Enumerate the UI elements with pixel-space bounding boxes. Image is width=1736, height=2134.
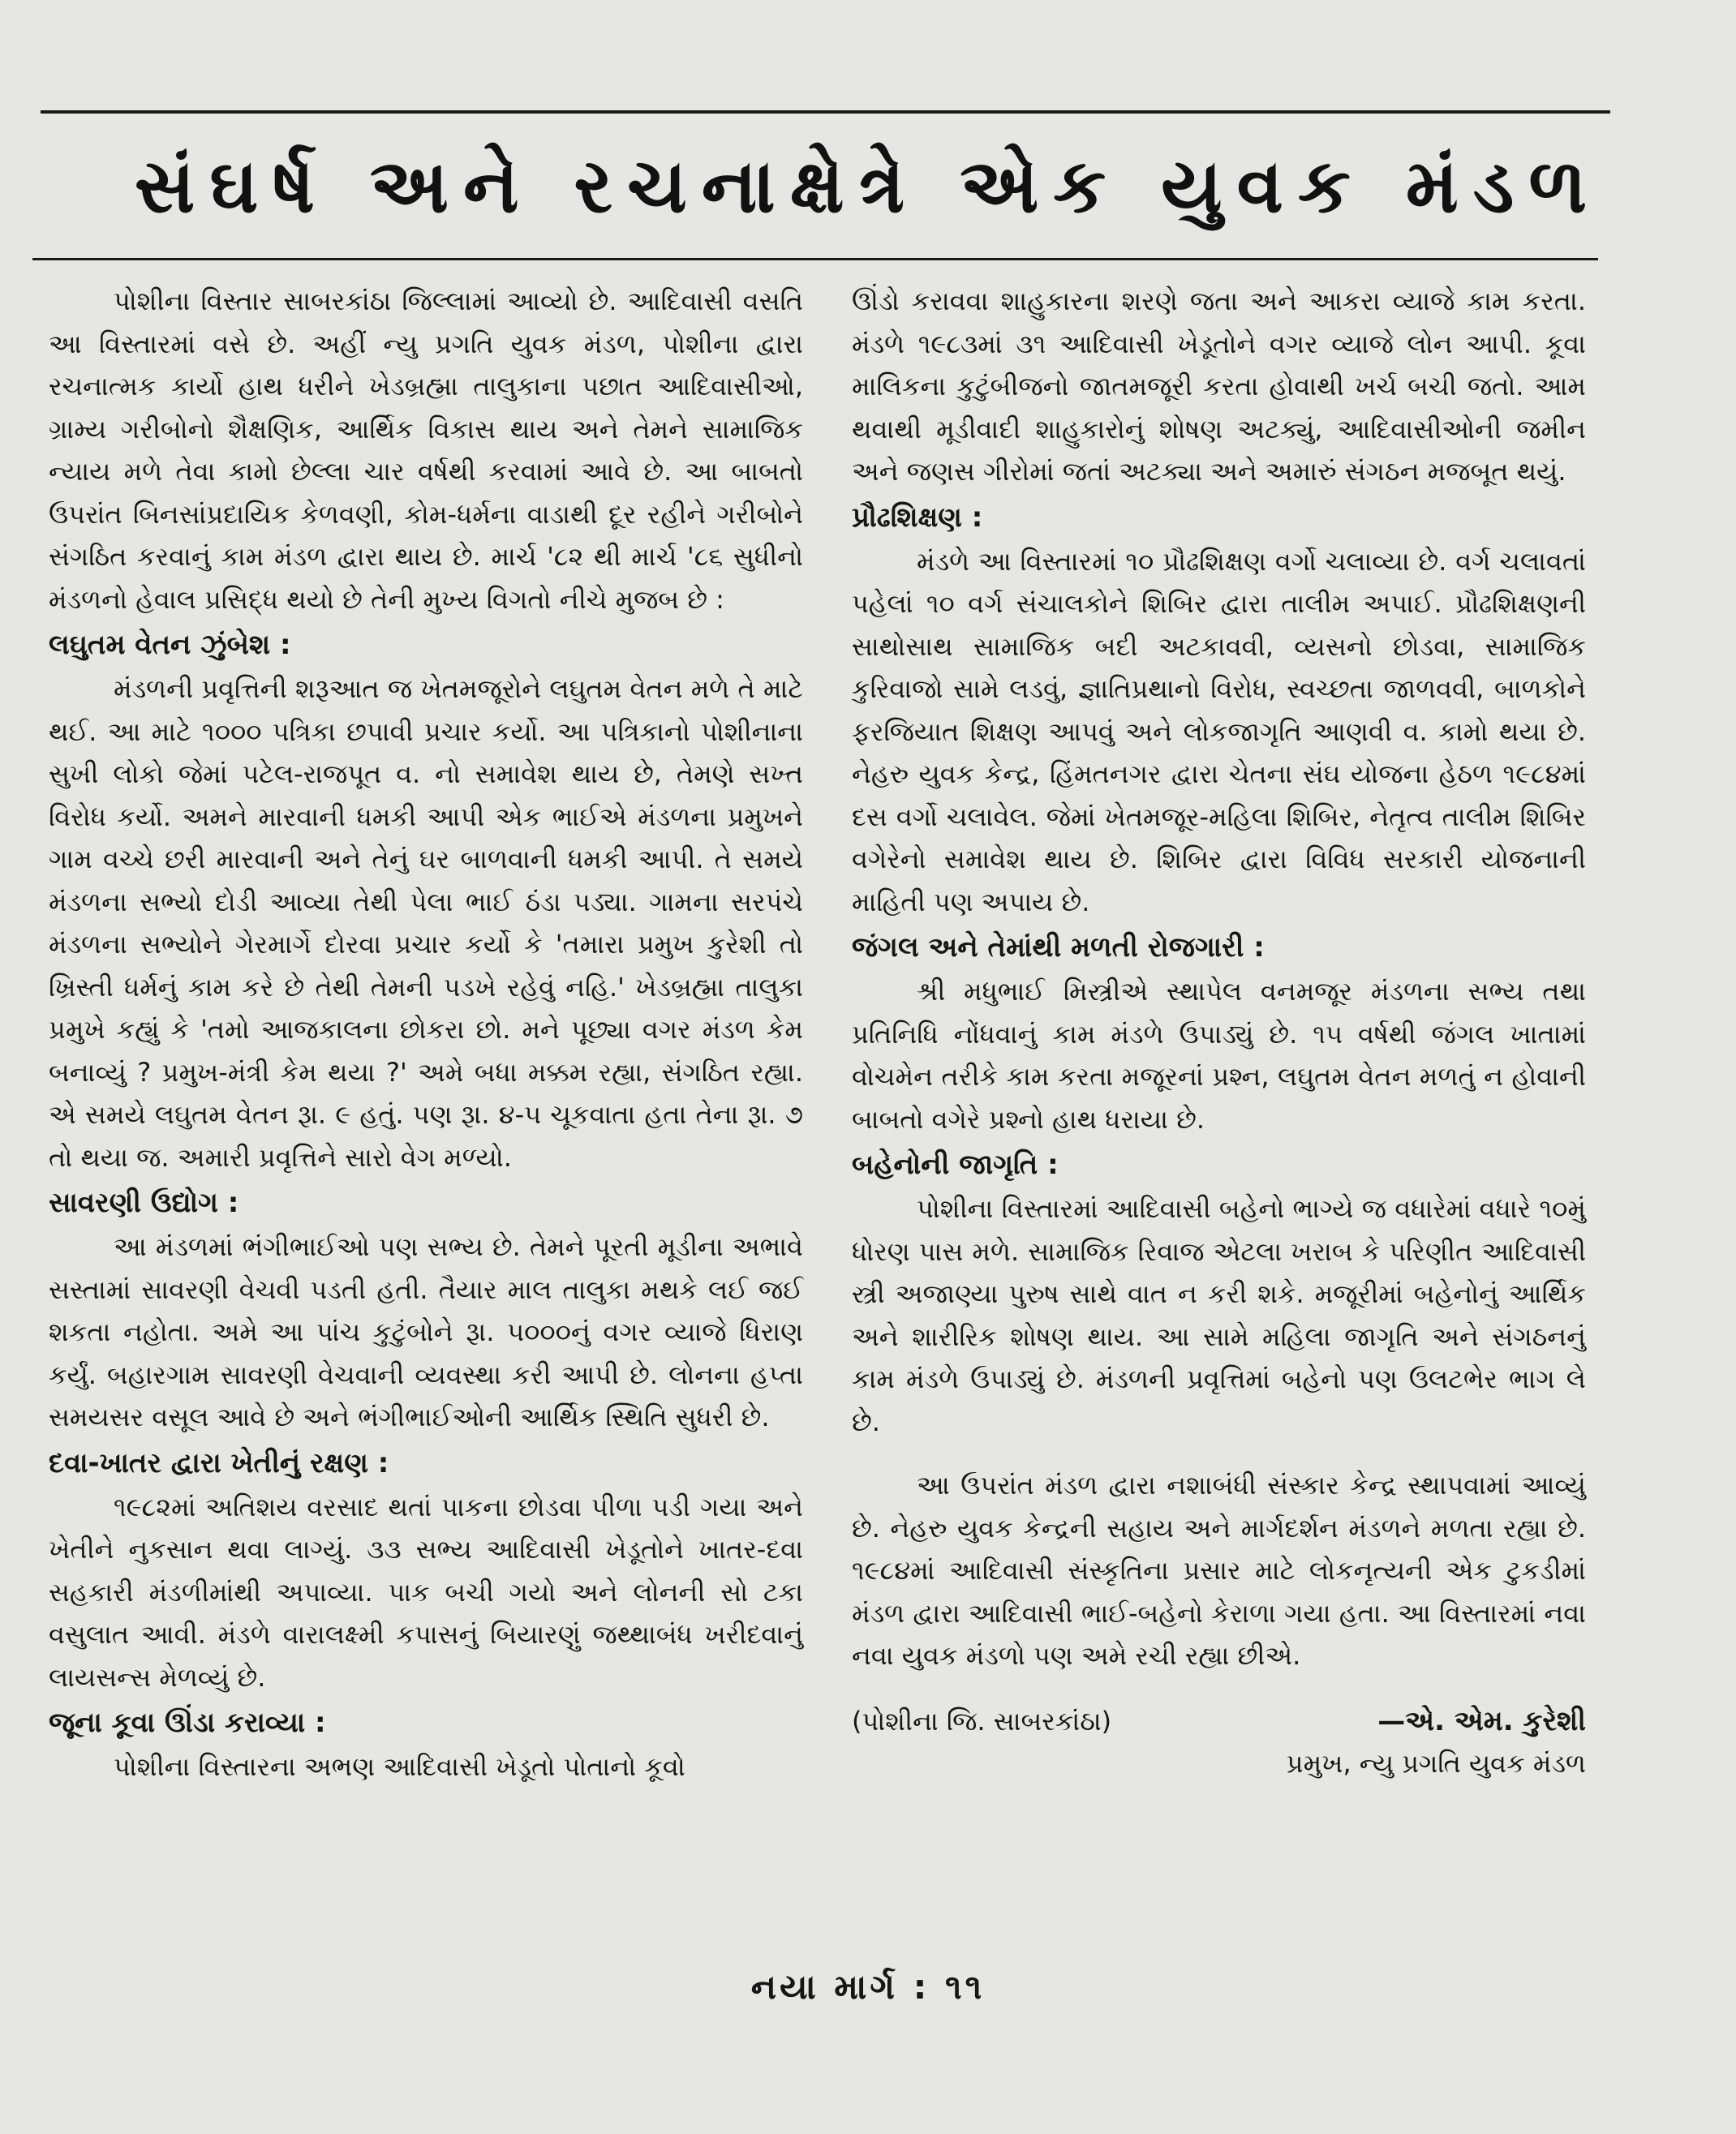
right-column [852,280,1586,1785]
paragraph-other-activities: આ ઉપરાંત મંડળ દ્વારા નશાબંધી સંસ્કાર કેન્દ્ર સ્થાપવામાં આવ્યું છે. નેહરુ યુવક કેન્દ્રની સહાય અને માર્ગદર્શન મંડળને મળતા રહ્યા છે. ૧૯૮૪માં આદિવાસી સંસ્કૃતિના પ્રસાર માટે લોકનૃત્યની એક ટુકડીમાં મંડળ દ્વારા આદિવાસી ભાઈ-બહેનો કેરાળા ગયા હતા. આ વિસ્તારમાં નવા નવા યુવક મંડળો પણ અમે રચી રહ્યા છીએ. [852,1470,1586,1671]
paragraph-minimum-wage: મંડળની પ્રવૃત્તિની શરૂઆત જ ખેતમજૂરોને લઘુતમ વેતન મળે તે માટે થઈ. આ માટે ૧૦૦૦ પત્રિકા છપાવી પ્રચાર કર્યો. આ પત્રિકાનો પોશીનાના સુખી લોકો જેમાં પટેલ-રાજપૂત વ. નો સમાવેશ થાય છે, તેમણે સખ્ત વિરોધ કર્યો. અમને મારવાની ધમકી આપી એક ભાઈએ મંડળના પ્રમુખને ગામ વચ્ચે છરી મારવાની અને તેનું ઘર બાળવાની ધમકી આપી. તે સમયે મંડળના સભ્યો દોડી આવ્યા તેથી પેલા ભાઈ ઠંડા પડ્યા. ગામના સરપંચે મંડળના સભ્યોને ગેરમાર્ગે દોરવા પ્રચાર કર્યો કે 'તમારા પ્રમુખ કુરેશી તો ખ્રિસ્તી ધર્મનું કામ કરે છે તેથી તેમની પડખે રહેવું નહિ.' ખેડબ્રહ્મા તાલુકા પ્રમુખે કહ્યું કે 'તમો આજકાલના છોકરા છો. મને પૂછ્યા વગર મંડળ કેમ બનાવ્યું ? પ્રમુખ-મંત્રી કેમ થયા ?' અમે બધા મક્કમ રહ્યા, સંગઠિત રહ્યા. એ સમયે લઘુતમ વેતન રૂા. ૯ હતું. પણ રૂા. ૪-૫ ચૂકવાતા હતા તેના રૂા. ૭ તો થયા જ. અમારી પ્રવૃત્તિને સારો વેગ મળ્યો. [49,673,803,1173]
section-heading-women-awareness: બહેનોની જાગૃતિ : [852,1149,1059,1181]
signature-row [852,1700,1586,1743]
author-signature: —એ. એમ. કુરેશી [1377,1704,1586,1737]
paragraph-adult-education: મંડળે આ વિસ્તારમાં ૧૦ પ્રૌઢશિક્ષણ વર્ગો ચલાવ્યા છે. વર્ગ ચલાવતાં પહેલાં ૧૦ વર્ગ સંચાલકોને શિબિર દ્વારા તાલીમ અપાઈ. પ્રૌઢશિક્ષણની સાથોસાથ સામાજિક બદી અટકાવવી, વ્યસનો છોડવા, સામાજિક કુરિવાજો સામે લડવું, જ્ઞાતિપ્રથાનો વિરોધ, સ્વચ્છતા જાળવવી, બાળકોને ફરજિયાત શિક્ષણ આપવું અને લોકજાગૃતિ આણવી વ. કામો થયા છે. નેહરુ યુવક કેન્દ્ર, હિંમતનગર દ્વારા ચેતના સંઘ યોજના હેઠળ ૧૯૮૪માં દસ વર્ગો ચલાવેલ. જેમાં ખેતમજૂર-મહિલા શિબિર, નેતૃત્વ તાલીમ શિબિર વગેરેનો સમાવેશ થાય છે. શિબિર દ્વારા વિવિધ સરકારી યોજનાની માહિતી પણ અપાય છે. [852,545,1586,917]
left-column [49,280,803,1788]
top-rule [41,110,1610,114]
article-title: સંઘર્ષ અને રચનાક્ષેત્રે એક યુવક મંડળ [134,143,1602,230]
section-heading-crop-protection: દવા-ખાતર દ્વારા ખેતીનું રક્ષણ : [49,1446,389,1479]
section-heading-adult-education: પ્રૌઢશિક્ષણ : [852,500,983,534]
section-heading-forest-employment: જંગલ અને તેમાંથી મળતી રોજગારી : [852,931,1265,964]
paragraph-broom-industry: આ મંડળમાં ભંગીભાઈઓ પણ સભ્ય છે. તેમને પૂરતી મૂડીના અભાવે સસ્તામાં સાવરણી વેચવી પડતી હતી. તૈયાર માલ તાલુકા મથકે લઈ જઈ શકતા નહોતા. અમે આ પાંચ કુટુંબોને રૂા. ૫૦૦૦નું વગર વ્યાજે ધિરાણ કર્યું. બહારગામ સાવરણી વેચવાની વ્યવસ્થા કરી આપી છે. લોનના હપ્તા સમયસર વસૂલ આવે છે અને ભંગીભાઈઓની આર્થિક સ્થિતિ સુધરી છે. [49,1231,803,1432]
place-text: (પોશીના જિ. સાબરકાંઠા) [852,1705,1112,1737]
page-footer: નયા માર્ગ : ૧૧ [750,1967,986,2007]
paragraph-old-wells: પોશીના વિસ્તારના અભણ આદિવાસી ખેડૂતો પોતાનો કૂવો [114,1751,685,1782]
title-rule [32,258,1598,260]
paragraph-women-awareness: પોશીના વિસ્તારમાં આદિવાસી બહેનો ભાગ્યે જ વધારેમાં વધારે ૧૦મું ધોરણ પાસ મળે. સામાજિક રિવાજ એટલા ખરાબ કે પરિણીત આદિવાસી સ્ત્રી અજાણ્યા પુરુષ સાથે વાત ન કરી શકે. મજૂરીમાં બહેનોનું આર્થિક અને શારીરિક શોષણ થાય. આ સામે મહિલા જાગૃતિ અને સંગઠનનું કામ મંડળે ઉપાડ્યું છે. મંડળની પ્રવૃત્તિમાં બહેનો પણ ઉલટભેર ભાગ લે છે. [852,1193,1586,1437]
section-heading-old-wells: જૂના કૂવા ઊંડા કરાવ્યા : [49,1707,326,1739]
intro-paragraph: પોશીના વિસ્તાર સાબરકાંઠા જિલ્લામાં આવ્યો છે. આદિવાસી વસતિ આ વિસ્તારમાં વસે છે. અહીં ન્યુ પ્રગતિ યુવક મંડળ, પોશીના દ્વારા રચનાત્મક કાર્યો હાથ ધરીને ખેડબ્રહ્મા તાલુકાના પછાત આદિવાસીઓ, ગ્રામ્ય ગરીબોનો શૈક્ષણિક, આર્થિક વિકાસ થાય અને તેમને સામાજિક ન્યાય મળે તેવા કામો છેલ્લા ચાર વર્ષથી કરવામાં આવે છે. આ બાબતો ઉપરાંત બિનસાંપ્રદાયિક કેળવણી, કોમ-ધર્મના વાડાથી દૂર રહીને ગરીબોને સંગઠિત કરવાનું કામ મંડળ દ્વારા થાય છે. માર્ચ '૮૨ થી માર્ચ '૮૬ સુધીનો મંડળનો હેવાલ પ્રસિદ્ધ થયો છે તેની મુખ્ય વિગતો નીચે મુજબ છે : [49,286,803,615]
author-designation: પ્રમુખ, ન્યુ પ્રગતિ યુવક મંડળ [1286,1748,1586,1779]
paragraph-forest-employment: શ્રી મધુભાઈ મિસ્ત્રીએ સ્થાપેલ વનમજૂર મંડળના સભ્ય તથા પ્રતિનિધિ નોંધવાનું કામ મંડળે ઉપાડ્યું છે. ૧૫ વર્ષથી જંગલ ખાતામાં વોચમેન તરીકે કામ કરતા મજૂરનાં પ્રશ્ન, લઘુતમ વેતન મળતું ન હોવાની બાબતો વગેરે પ્રશ્નો હાથ ધરાયા છે. [852,976,1586,1135]
section-heading-minimum-wage: લઘુતમ વેતન ઝુંબેશ : [49,629,291,661]
paragraph-crop-protection: ૧૯૮૨માં અતિશય વરસાદ થતાં પાકના છોડવા પીળા પડી ગયા અને ખેતીને નુકસાન થવા લાગ્યું. ૩૩ સભ્ય આદિવાસી ખેડૂતોને ખાતર-દવા સહકારી મંડળીમાંથી અપાવ્યા. પાક બચી ગયો અને લોનની સો ટકા વસુલાત આવી. મંડળે વારાલક્ષ્મી કપાસનું બિયારણું જથ્થાબંધ ખરીદવાનું લાયસન્સ મેળવ્યું છે. [49,1491,803,1693]
section-heading-broom-industry: સાવરણી ઉદ્યોગ : [49,1187,239,1219]
paragraph-wells-continued: ઊંડો કરાવવા શાહુકારના શરણે જતા અને આકરા વ્યાજે કામ કરતા. મંડળે ૧૯૮૩માં ૩૧ આદિવાસી ખેડૂતોને વગર વ્યાજે લોન આપી. કૂવા માલિકના કુટુંબીજનો જાતમજૂરી કરતા હોવાથી ખર્ચ બચી જતો. આમ થવાથી મૂડીવાદી શાહુકારોનું શોષણ અટક્યું, આદિવાસીઓની જમીન અને જણસ ગીરોમાં જતાં અટક્યા અને અમારું સંગઠન મજબૂત થયું. [852,286,1586,487]
